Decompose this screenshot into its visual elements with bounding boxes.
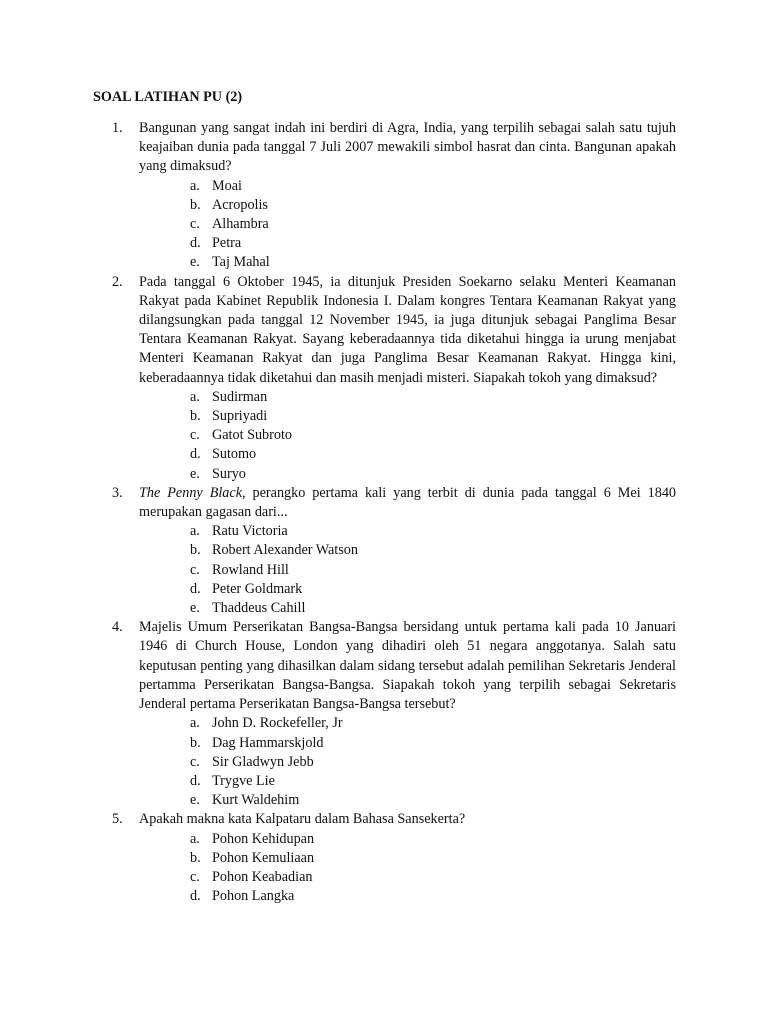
option-text: John D. Rockefeller, Jr <box>212 715 343 732</box>
option-letter: c. <box>190 868 200 885</box>
answer-option <box>139 599 676 618</box>
option-letter: a. <box>190 177 200 194</box>
answer-options <box>139 714 676 810</box>
answer-options <box>139 388 676 484</box>
answer-option <box>139 887 676 906</box>
option-text: Pohon Keabadian <box>212 868 313 885</box>
option-letter: e. <box>190 792 200 809</box>
question-5 <box>112 810 676 906</box>
option-text: Thaddeus Cahill <box>212 600 306 617</box>
option-letter: d. <box>190 772 201 789</box>
question-text <box>139 618 676 714</box>
question-body: , perangko pertama kali yang terbit di dunia pada tanggal 6 Mei 1840 merupakan gagasan dari... <box>139 484 677 521</box>
question-number: 4. <box>112 619 123 636</box>
option-letter: a. <box>190 388 200 405</box>
question-text <box>139 119 676 177</box>
option-letter: d. <box>190 580 201 597</box>
answer-option <box>139 234 676 253</box>
question-italic-text: The Penny Black <box>139 484 242 501</box>
option-letter: b. <box>190 849 201 866</box>
option-text: Pohon Kemuliaan <box>212 849 315 866</box>
question-body: Pada tanggal 6 Oktober 1945, ia ditunjuk Presiden Soekarno selaku Menteri Keamanan Rakyat pada Kabinet Republik Indonesia I. Dalam kongres Tentara Keamanan Rakyat yang dilangsungkan pada tanggal 12 November 1945, ia juga ditunjuk sebagai Panglima Besar Tentara Keamanan Rakyat. Sayang keberadaannya tida diketahui hingga ia urung menjabat Menteri Keamanan Rakyat dan juga Panglima Besar Keamanan Rakyat. Hingga kini, keberadaannya tidak diketahui dan masih menjadi misteri. Siapakah tokoh yang dimaksud? <box>139 273 676 386</box>
question-number: 1. <box>112 120 123 136</box>
option-letter: a. <box>190 523 200 540</box>
document-title: SOAL LATIHAN PU (2) <box>93 89 243 105</box>
answer-option <box>139 177 676 196</box>
option-letter: a. <box>190 715 200 732</box>
option-text: Ratu Victoria <box>212 523 288 540</box>
question-2 <box>112 273 676 484</box>
answer-option <box>139 561 676 580</box>
option-letter: e. <box>190 465 200 482</box>
answer-option <box>139 772 676 791</box>
question-4 <box>112 618 676 810</box>
option-text: Sir Gladwyn Jebb <box>212 753 314 770</box>
answer-option <box>139 580 676 599</box>
option-text: Alhambra <box>212 216 269 233</box>
question-text <box>139 810 676 829</box>
option-text: Pohon Langka <box>212 888 295 905</box>
option-letter: c. <box>190 216 200 233</box>
answer-option <box>139 830 676 849</box>
answer-option <box>139 714 676 733</box>
question-list <box>112 119 676 906</box>
option-text: Rowland Hill <box>212 561 289 578</box>
answer-option <box>139 522 676 541</box>
question-3 <box>112 484 676 618</box>
question-body: Apakah makna kata Kalpataru dalam Bahasa Sansekerta? <box>139 811 466 828</box>
answer-option <box>139 868 676 887</box>
question-1 <box>112 119 676 273</box>
answer-option <box>139 407 676 426</box>
answer-option <box>139 849 676 868</box>
option-text: Taj Mahal <box>212 254 270 271</box>
option-letter: c. <box>190 427 200 444</box>
option-letter: a. <box>190 830 200 847</box>
answer-option <box>139 253 676 272</box>
answer-option <box>139 791 676 810</box>
answer-option <box>139 445 676 464</box>
option-letter: b. <box>190 734 201 751</box>
question-number: 5. <box>112 811 123 828</box>
option-text: Acropolis <box>212 196 268 213</box>
option-letter: d. <box>190 446 201 463</box>
option-letter: e. <box>190 254 200 271</box>
option-text: Gatot Subroto <box>212 427 292 444</box>
option-text: Moai <box>212 177 242 194</box>
question-number: 3. <box>112 484 123 501</box>
answer-options <box>139 177 676 273</box>
question-number: 2. <box>112 273 123 290</box>
question-body: Bangunan yang sangat indah ini berdiri di Agra, India, yang terpilih sebagai salah satu tujuh keajaiban dunia pada tanggal 7 Juli 2007 mewakili simbol hasrat dan cinta. Bangunan apakah yang dimaksud? <box>139 120 676 175</box>
answer-option <box>139 426 676 445</box>
question-text <box>139 273 676 388</box>
option-letter: c. <box>190 561 200 578</box>
option-text: Petra <box>212 235 242 252</box>
option-letter: e. <box>190 600 200 617</box>
answer-option <box>139 215 676 234</box>
answer-option <box>139 734 676 753</box>
answer-option <box>139 465 676 484</box>
option-letter: b. <box>190 408 201 425</box>
option-text: Suryo <box>212 465 246 482</box>
option-text: Kurt Waldehim <box>212 792 300 809</box>
option-text: Dag Hammarskjold <box>212 734 324 751</box>
option-letter: c. <box>190 753 200 770</box>
option-letter: b. <box>190 196 201 213</box>
option-text: Pohon Kehidupan <box>212 830 315 847</box>
option-text: Robert Alexander Watson <box>212 542 358 559</box>
answer-option <box>139 388 676 407</box>
option-letter: b. <box>190 542 201 559</box>
answer-option <box>139 541 676 560</box>
answer-options <box>139 522 676 618</box>
option-letter: d. <box>190 235 201 252</box>
answer-option <box>139 753 676 772</box>
option-text: Sudirman <box>212 388 268 405</box>
option-text: Supriyadi <box>212 408 268 425</box>
answer-option <box>139 196 676 215</box>
question-body: Majelis Umum Perserikatan Bangsa-Bangsa bersidang untuk pertama kali pada 10 Januari 1946 di Church House, London yang dihadiri oleh 51 negara anggotanya. Salah satu keputusan penting yang dihasilkan dalam sidang tersebut adalah pemilihan Sekretaris Jenderal pertamma Perserikatan Bangsa-Bangsa. Siapakah tokoh yang terpilih sebagai Sekretaris Jenderal pertama Perserikatan Bangsa-Bangsa tersebut? <box>139 619 676 713</box>
option-letter: d. <box>190 888 201 905</box>
option-text: Trygve Lie <box>212 772 275 789</box>
option-text: Peter Goldmark <box>212 580 303 597</box>
answer-options <box>139 830 676 907</box>
option-text: Sutomo <box>212 446 257 463</box>
question-text <box>139 484 676 522</box>
